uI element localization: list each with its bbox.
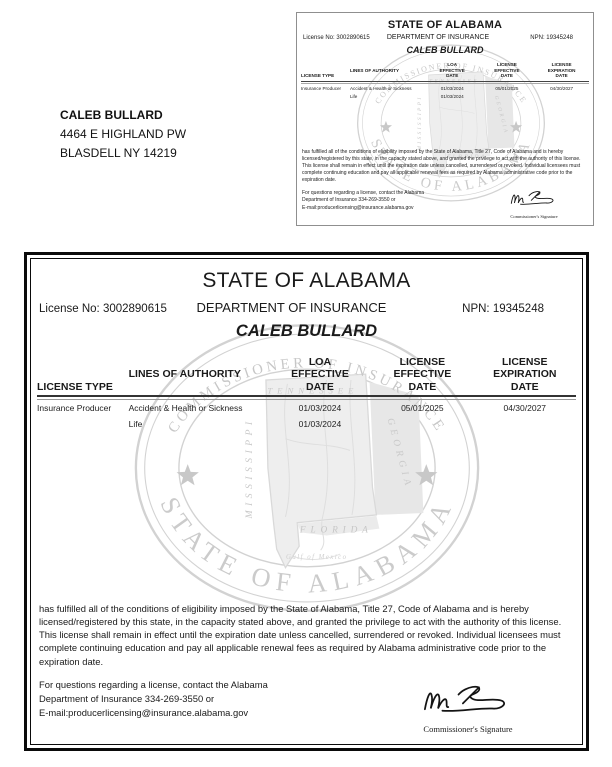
department-title: DEPARTMENT OF INSURANCE: [386, 34, 490, 41]
license-table: [297, 62, 593, 101]
state-title: STATE OF ALABAMA: [387, 19, 503, 31]
license-expiration-date-value: 04/30/2027: [550, 85, 574, 91]
state-title: STATE OF ALABAMA: [202, 269, 411, 292]
col-license-type: LICENSE TYPE: [37, 380, 113, 393]
table-divider: [37, 395, 576, 400]
recipient-address-block: [60, 106, 186, 164]
license-number: License No: 3002890615: [39, 303, 167, 315]
license-certificate-large: [24, 252, 589, 751]
npn-number: NPN: 19345248: [462, 303, 544, 315]
col-license-type: LICENSE TYPE: [301, 73, 335, 78]
loa-effective-dates: 01/03/2024 01/03/2024: [298, 403, 342, 429]
table-divider: [301, 81, 589, 84]
recipient-address-line1: 4464 E HIGHLAND PW: [60, 127, 187, 142]
licensee-name: CALEB BULLARD: [406, 45, 484, 55]
eligibility-paragraph: has fulfilled all of the conditions of eligibility imposed by the State of Alabama, Title 27, Code of Alabama and is hereby licensed/registered by this state, in the capacity stated above, and granted the privilege to act with the authority of this license. This license shall remain in effect until the expiration date unless cancelled, surrendered or revoked. Individual licensees must complete continuing education and pay all applicable renewal fees as required by Alabama administrative code prior to the expiration date.: [302, 149, 581, 184]
contact-block: For questions regarding a license, contact the Alabama Department of Insurance 334-269-3550 or E-mail:producerlicensing@insurance.alabama.gov: [302, 189, 425, 211]
license-type-value: Insurance Producer: [301, 85, 342, 91]
col-lines-of-authority: LINES OF AUTHORITY: [349, 67, 400, 73]
signature-block: [509, 188, 559, 219]
recipient-address-line2: BLASDELL NY 14219: [60, 146, 177, 161]
license-effective-date-value: 05/01/2025: [495, 85, 519, 91]
col-loa-effective-date: LOA EFFECTIVE DATE: [439, 62, 465, 78]
commissioner-signature-image: [509, 188, 559, 208]
table-row: [37, 401, 576, 432]
col-loa-effective-date: LOA EFFECTIVE DATE: [291, 356, 349, 393]
eligibility-paragraph: has fulfilled all of the conditions of eligibility imposed by the State of Alabama, Title 27, Code of Alabama and is hereby licensed/registered by this state, in the capacity stated above, and granted the privilege to act with the authority of this license. This license shall remain in effect until the expiration date unless cancelled, surrendered or revoked. Individual licensees must complete continuing education and pay all applicable renewal fees as required by Alabama administrative code prior to the expiration date.: [39, 602, 562, 667]
col-license-effective-date: LICENSE EFFECTIVE DATE: [494, 62, 520, 78]
lines-of-authority-value: Accident & Health or Sickness Life: [349, 85, 412, 99]
npn-number: NPN: 19345248: [530, 35, 573, 41]
commissioner-signature-image: [420, 680, 516, 718]
contact-block: For questions regarding a license, contact the Alabama Department of Insurance 334-269-3550 or E-mail:producerlicensing@insurance.alabama.gov: [39, 678, 268, 718]
signature-label: Commissioner's Signature: [423, 724, 513, 734]
table-row: [301, 85, 589, 101]
license-table-header: [301, 62, 589, 79]
license-effective-date-value: 05/01/2025: [401, 403, 444, 414]
license-number: License No: 3002890615: [303, 35, 370, 41]
col-license-expiration-date: LICENSE EXPIRATION DATE: [547, 62, 576, 78]
license-type-value: Insurance Producer: [37, 403, 112, 414]
license-table: [31, 356, 582, 433]
loa-effective-dates: 01/03/2024 01/03/2024: [440, 85, 464, 99]
lines-of-authority-value: Accident & Health or Sickness Life: [128, 403, 243, 429]
license-table-header: [37, 356, 576, 393]
license-card-small: [296, 12, 594, 226]
signature-label: Commissioner's Signature: [510, 214, 558, 219]
license-certificate-inner: [30, 258, 583, 745]
license-expiration-date-value: 04/30/2027: [503, 403, 547, 414]
col-lines-of-authority: LINES OF AUTHORITY: [128, 368, 241, 381]
department-title: DEPARTMENT OF INSURANCE: [196, 300, 387, 315]
col-license-effective-date: LICENSE EFFECTIVE DATE: [393, 356, 452, 393]
recipient-name: CALEB BULLARD: [60, 108, 163, 122]
signature-block: [420, 680, 516, 734]
licensee-name: CALEB BULLARD: [235, 322, 378, 340]
license-card-small-inner: [297, 13, 593, 225]
col-license-expiration-date: LICENSE EXPIRATION DATE: [493, 356, 557, 393]
